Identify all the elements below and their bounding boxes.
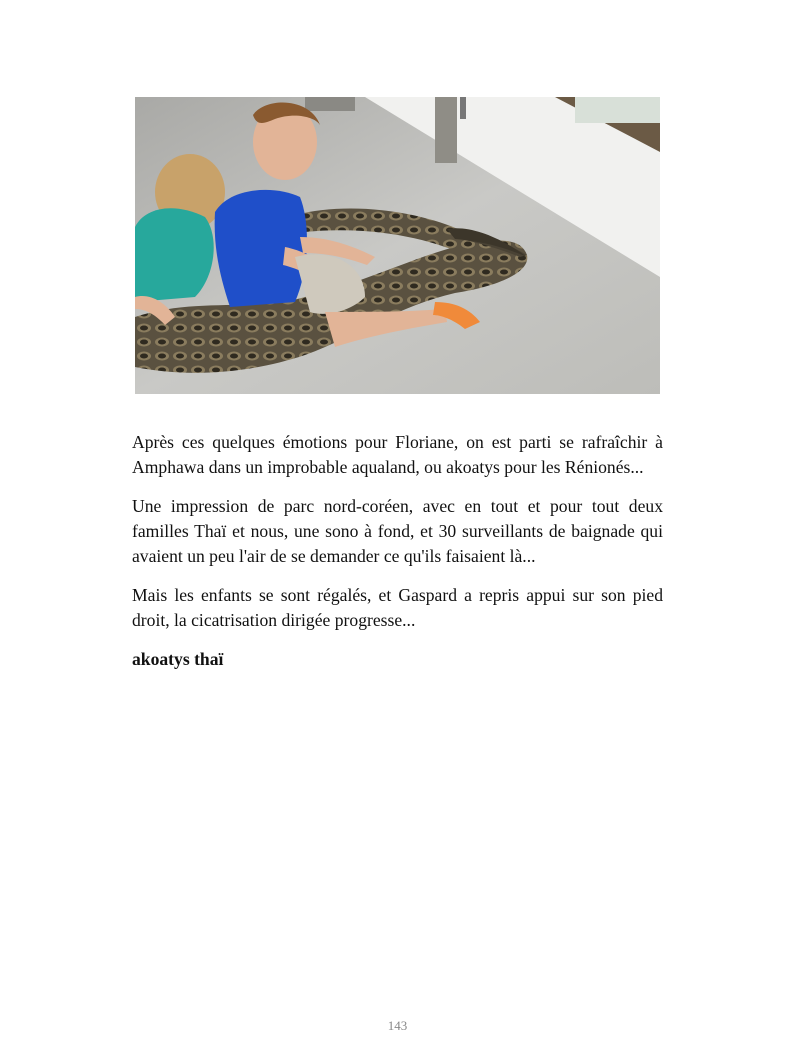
photo-children-with-python-icon: [135, 97, 660, 394]
photo: [135, 97, 660, 394]
paragraph-1: Après ces quelques émotions pour Floriane, on est parti se rafraîchir à Amphawa dans un improbable aqualand, ou akoatys pour les Rénionés...: [132, 432, 663, 477]
page-number: 143: [387, 1018, 408, 1033]
paragraph-2: Une impression de parc nord-coréen, avec en tout et pour tout deux familles Thaï et nous, une sono à fond, et 30 surveillants de baignade qui avaient un peu l'air de se demander ce qu'ils faisaient là...: [132, 496, 663, 566]
tag-label: akoatys thaï: [132, 649, 224, 669]
paragraph-3: Mais les enfants se sont régalés, et Gaspard a repris appui sur son pied droit, la cicatrisation dirigée progresse...: [132, 585, 663, 630]
body-text: [132, 430, 663, 686]
